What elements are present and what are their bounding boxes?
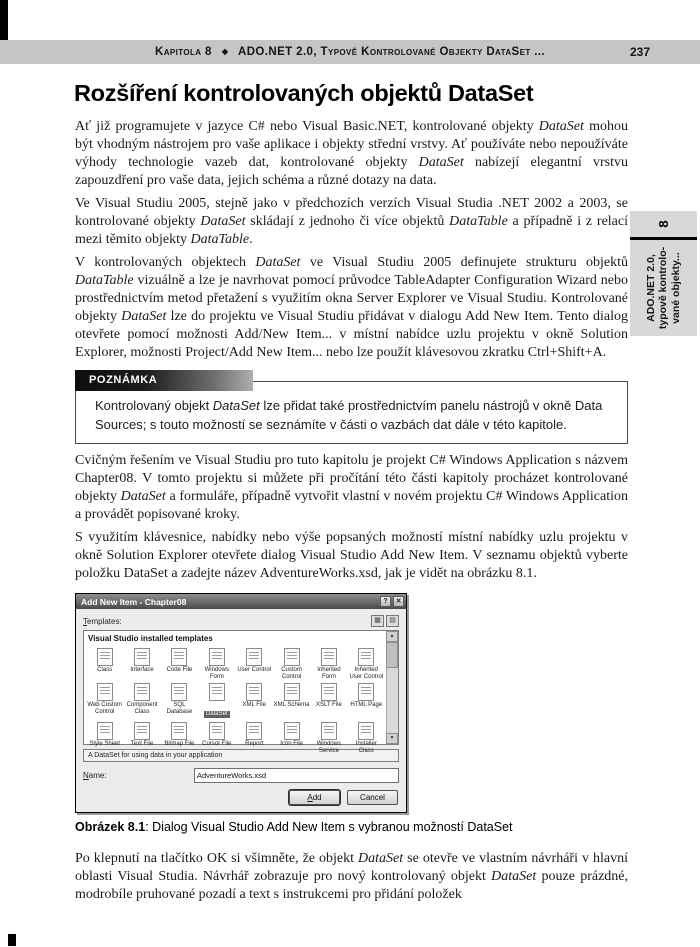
document-icon (246, 722, 262, 740)
paragraph: Ve Visual Studiu 2005, stejně jako v předchozích verzích Visual Studia .NET 2002 a 2003, se kontrolované objekty DataSet skládají z jednoho či více objektů DataTable a případně i z relací mezi těmito objekty DataTable. (75, 196, 628, 247)
large-icons-view-icon[interactable]: ▦ (371, 615, 384, 627)
help-button[interactable]: ? (380, 596, 391, 607)
scrollbar[interactable] (386, 631, 398, 744)
note-label: POZNÁMKA (75, 370, 253, 391)
templates-listbox (83, 630, 399, 754)
paragraph: S využitím klávesnice, nabídky nebo výše popsaných možností místní nabídky uzlu projektu v okně Solution Explorer otevřete dialog Visual Studio Add New Item. V seznamu objektů vyberte položku DataSet a zadejte název AdventureWorks.xsd, jak je vidět na obrázku 8.1. (75, 530, 628, 581)
template-item-label: DataSet (205, 711, 228, 717)
chapter-side-tab-inner (630, 211, 697, 336)
template-item-label: User Control (237, 667, 272, 673)
template-item-label: Class (97, 667, 113, 673)
templates-group-header: Visual Studio installed templates (88, 634, 213, 643)
template-item-label: Installer Class (355, 741, 377, 754)
template-item-label: Web Custom Control (87, 702, 122, 715)
template-item-label: Custom Control (281, 667, 302, 680)
template-item-label: Inherited User Control (349, 667, 384, 680)
add-button[interactable]: Add (289, 790, 340, 805)
document-icon (284, 648, 300, 666)
template-item[interactable] (348, 681, 385, 720)
page-number: 237 (629, 45, 650, 59)
template-item[interactable] (198, 720, 235, 755)
name-input[interactable] (194, 768, 399, 783)
template-item[interactable] (198, 646, 235, 681)
template-description: A DataSet for using data in your application (83, 749, 399, 762)
note-text: Kontrolovaný objekt DataSet lze přidat také prostřednictvím panelu nástrojů v okně Data Sources; s touto možností se seznámíte v části o vazbách dat dále v této kapitole. (75, 381, 628, 444)
document-icon (97, 722, 113, 740)
template-item-label: SQL Database (166, 702, 193, 715)
side-tab-line: typově kontrolo- (657, 246, 670, 330)
dialog-title: Add New Item - Chapter08 (81, 596, 187, 607)
running-header (0, 40, 700, 64)
figure-caption-text: : Dialog Visual Studio Add New Item s vybranou možností DataSet (145, 820, 513, 834)
template-item[interactable] (123, 646, 160, 681)
template-item[interactable] (198, 681, 235, 720)
template-item[interactable] (273, 681, 310, 720)
paragraph: Ať již programujete v jazyce C# nebo Visual Basic.NET, kontrolované objekty DataSet mohou být vhodným nástrojem pro vaše aplikace i objekty střední vrstvy. Ať používáte nebo nepoužíváte výhody technologie vazeb dat, kontrolované objekty DataSet nabízejí elegantní vrstvu zapouzdření pro vaše data, jejich schéma a různé dotazy na data. (75, 119, 629, 188)
document-icon (358, 648, 374, 666)
template-item[interactable] (310, 681, 347, 720)
document-icon (97, 683, 113, 701)
template-item-label: Report (245, 741, 264, 747)
paragraph: V kontrolovaných objektech DataSet ve Visual Studiu 2005 definujete strukturu objektů DataTable vizuálně a lze je navrhovat pomocí průvodce TableAdapter Configuration Wizard nebo prostřednictvím metod přetažení s využitím okna Server Explorer ve Visual Studiu. Kontrolované objekty DataSet lze do projektu ve Visual Studiu přidávat v dialogu Add New Item. Tento dialog otevřete pomocí možnosti Add/New Item... v místní nabídce uzlu projektu v okně Solution Explorer, možnosti Project/Add New Item... nebo lze použít klávesovou zkratku Ctrl+Shift+A. (75, 255, 628, 360)
document-icon (358, 722, 374, 740)
dialog-title-bar[interactable] (76, 594, 406, 609)
document-icon (246, 683, 262, 701)
template-item[interactable] (161, 720, 198, 755)
template-item[interactable] (273, 646, 310, 681)
document-icon (321, 683, 337, 701)
page-edge-mark-top (0, 0, 8, 40)
template-item-label: XSLT File (316, 702, 342, 708)
side-tab-title (630, 240, 697, 336)
scrollbar-thumb[interactable] (386, 642, 398, 668)
document-icon (171, 648, 187, 666)
template-item[interactable] (348, 646, 385, 681)
document-icon (171, 722, 187, 740)
document-icon (321, 648, 337, 666)
templates-grid (86, 646, 385, 754)
document-icon (246, 648, 262, 666)
template-item[interactable] (236, 681, 273, 720)
template-item-label: Interface (130, 667, 154, 673)
paragraph: Cvičným řešením ve Visual Studiu pro tuto kapitolu je projekt C# Windows Application s názvem Chapter08. V tomto projektu si můžete při pročítání této části kapitoly procházet kontrolované objekty DataSet a formuláře, případně vytvořit vlastní v novém projektu C# Windows Application a provádět popisované kroky. (75, 453, 628, 522)
name-label: Name: (83, 771, 107, 780)
cancel-button[interactable]: Cancel (347, 790, 398, 805)
side-tab-line: vané objekty... (669, 252, 682, 324)
document-icon (321, 722, 337, 740)
scroll-up-icon[interactable]: ▲ (386, 631, 398, 642)
document-icon (134, 648, 150, 666)
template-item-label: Icon File (280, 741, 303, 747)
template-item-label: Component Class (126, 702, 158, 715)
document-icon (209, 722, 225, 740)
figure-dialog-screenshot (75, 593, 407, 813)
diamond-separator-icon: ◆ (221, 46, 229, 56)
template-item[interactable] (123, 681, 160, 720)
template-item-label: Text File (130, 741, 154, 747)
template-item-label: Windows Form (204, 667, 229, 680)
template-item[interactable] (86, 681, 123, 720)
templates-label: Templates: (83, 616, 122, 626)
add-new-item-dialog (75, 593, 407, 813)
chapter-side-tab (630, 211, 697, 336)
template-item-label: Inherited Form (317, 667, 341, 680)
template-item-label: XML Schema (273, 702, 310, 708)
template-item[interactable] (310, 720, 347, 755)
template-item-label: XML File (242, 702, 266, 708)
template-item[interactable] (86, 646, 123, 681)
document-icon (134, 722, 150, 740)
templates-row (83, 615, 399, 627)
side-tab-rule (630, 237, 697, 240)
document-icon (97, 648, 113, 666)
document-icon (358, 683, 374, 701)
template-item[interactable] (161, 681, 198, 720)
dialog-buttons (83, 790, 399, 805)
side-tab-line: ADO.NET 2.0, (644, 254, 657, 322)
page-content (75, 78, 628, 909)
template-item-label: HTML Page (350, 702, 383, 708)
template-item[interactable] (310, 646, 347, 681)
template-item[interactable] (236, 720, 273, 755)
template-item-label: Code File (166, 667, 193, 673)
document-icon (134, 683, 150, 701)
running-title: ADO.NET 2.0, Typově Kontrolované Objekty DataSet ... (238, 46, 545, 58)
paragraph: Po klepnutí na tlačítko OK si všimněte, že objekt DataSet se otevře ve vlastním návrháři v hlavní oblasti Visual Studia. Návrhář zobrazuje pro nový kontrolovaný objekt DataSet pouze prázdné, modrobíle pruhované pozadí a text s instrukcemi pro přidání položek (75, 851, 628, 902)
template-item-label: Cursor File (202, 741, 232, 747)
template-item-label: Windows Service (316, 741, 342, 754)
template-item[interactable] (236, 646, 273, 681)
page-title: Rozšíření kontrolovaných objektů DataSet (74, 80, 534, 106)
document-icon (284, 722, 300, 740)
list-view-icon[interactable]: ▤ (386, 615, 399, 627)
name-row (83, 768, 399, 783)
chapter-label: Kapitola 8 (154, 46, 212, 58)
document-icon (284, 683, 300, 701)
template-item-label: Style Sheet (89, 741, 121, 747)
dialog-body (76, 609, 406, 812)
template-item-label: Bitmap File (164, 741, 195, 747)
figure-caption (75, 819, 628, 836)
document-icon (171, 683, 187, 701)
scroll-down-icon[interactable]: ▼ (386, 733, 398, 744)
document-icon (209, 648, 225, 666)
side-tab-chapter-number: 8 (656, 220, 671, 228)
document-icon (209, 683, 225, 701)
template-item[interactable] (348, 720, 385, 755)
template-item[interactable] (86, 720, 123, 755)
close-icon[interactable]: ✕ (393, 596, 404, 607)
page-edge-mark-bottom (8, 934, 16, 946)
template-item[interactable] (161, 646, 198, 681)
figure-caption-number: Obrázek 8.1 (75, 820, 146, 834)
view-buttons (371, 615, 399, 627)
note-box (75, 370, 628, 444)
template-item[interactable] (273, 720, 310, 755)
template-item[interactable] (123, 720, 160, 755)
